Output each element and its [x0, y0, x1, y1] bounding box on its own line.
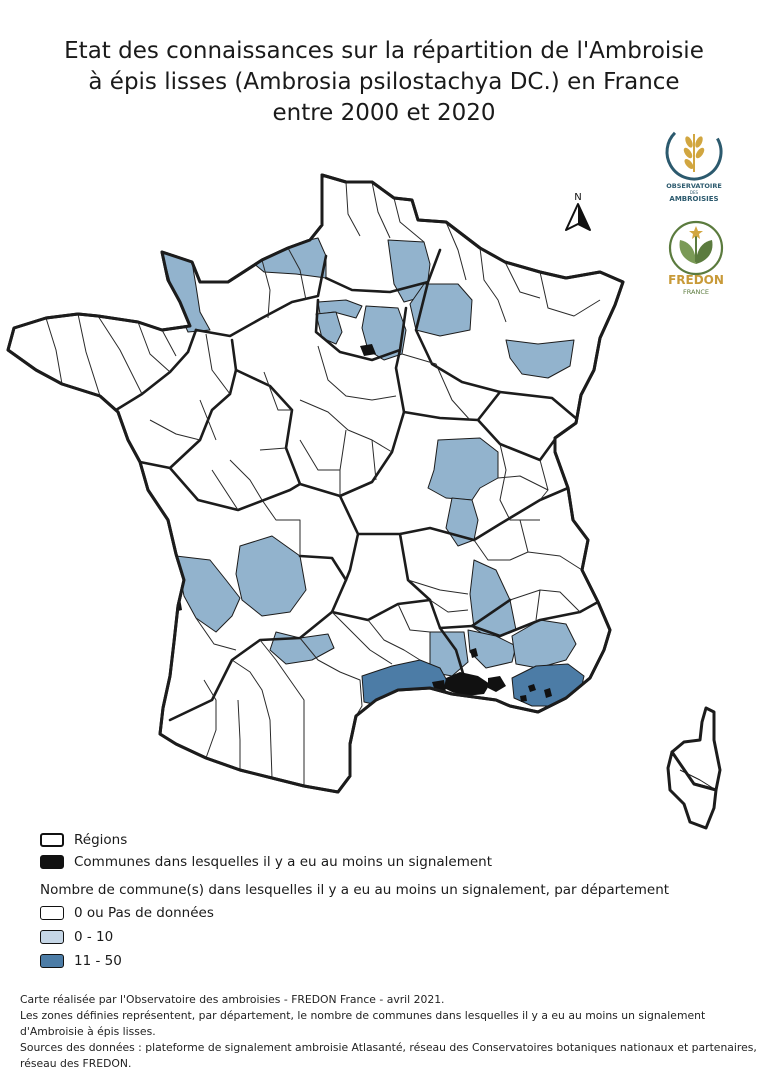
- legend-class-2-swatch: [40, 954, 64, 968]
- map-title: [0, 36, 768, 129]
- legend-class-2: [40, 953, 122, 969]
- legend-regions-swatch: [40, 833, 64, 847]
- legend-class-0-label: 0 ou Pas de données: [74, 905, 214, 921]
- observatoire-logo-line2: DES: [689, 190, 699, 195]
- legend-regions-label: Régions: [74, 832, 128, 848]
- footer-line-3: d'Ambroisie à épis lisses.: [20, 1025, 156, 1038]
- legend-heading-text: Nombre de commune(s) dans lesquelles il y a eu au moins un signalement, par département: [40, 882, 670, 898]
- france-map: [0, 170, 768, 830]
- department-marne: [410, 284, 472, 336]
- footer-line-1: Carte réalisée par l'Observatoire des ambroisies - FREDON France - avril 2021.: [20, 993, 445, 1006]
- source-notes: [20, 992, 760, 1072]
- legend-communes-label: Communes dans lesquelles il y a eu au moins un signalement: [74, 854, 493, 870]
- legend-class-0-swatch: [40, 906, 64, 920]
- legend-heading: [40, 882, 669, 898]
- fredon-logo-line1: FREDON: [668, 273, 724, 287]
- title-line-3: entre 2000 et 2020: [272, 100, 496, 126]
- footer-line-5: réseau des FREDON.: [20, 1057, 132, 1070]
- legend-regions: [40, 832, 127, 848]
- legend-class-2-label: 11 - 50: [74, 953, 122, 969]
- corsica: [668, 708, 720, 828]
- footer-line-2: Les zones définies représentent, par département, le nombre de communes dans lesquelles il y a eu au moins un signalement: [20, 1009, 706, 1022]
- legend-class-1-swatch: [40, 930, 64, 944]
- title-line-2: à épis lisses (Ambrosia psilostachya DC.) en France: [88, 69, 680, 95]
- legend-communes: [40, 854, 492, 870]
- communes-var-3: [520, 695, 527, 702]
- legend-class-0: [40, 905, 214, 921]
- observatoire-logo-line1: OBSERVATOIRE: [666, 182, 722, 190]
- legend-communes-swatch: [40, 855, 64, 869]
- legend-class-1-label: 0 - 10: [74, 929, 114, 945]
- legend-class-1: [40, 929, 113, 945]
- title-line-1: Etat des connaissances sur la répartition de l'Ambroisie: [64, 38, 704, 64]
- north-label: N: [574, 192, 582, 203]
- footer-line-4: Sources des données : plateforme de signalement ambroisie Atlasanté, réseau des Conservatoires botaniques nationaux et partenaires,: [20, 1041, 757, 1054]
- observatoire-logo-line3: AMBROISIES: [669, 195, 719, 203]
- north-arrow: [566, 192, 590, 230]
- fredon-logo-line2: FRANCE: [683, 288, 709, 296]
